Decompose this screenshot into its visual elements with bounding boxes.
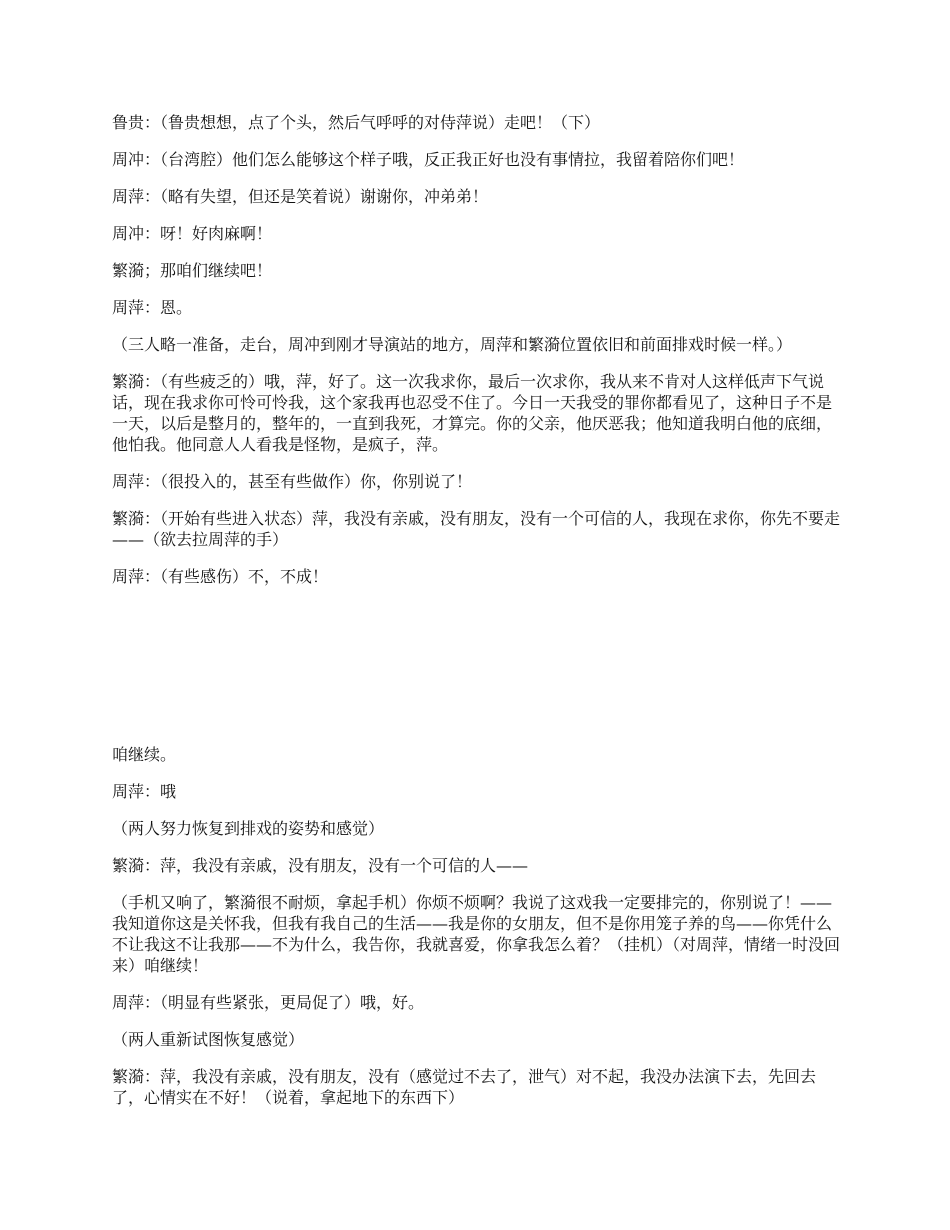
script-line: 繁漪：（有些疲乏的）哦，萍，好了。这一次我求你，最后一次求你，我从来不肯对人这样低声下气说话，现在我求你可怜可怜我，这个家我再也忍受不住了。今日一天我受的罪你都看见了，这种日子不是一天，以后是整月的，整年的，一直到我死，才算完。你的父亲，他厌恶我；他知道我明白他的底细，他怕我。他同意人人看我是怪物，是疯子，萍。 (112, 372, 833, 454)
script-line: 周萍：（略有失望，但还是笑着说）谢谢你，冲弟弟！ (112, 187, 489, 206)
stage-direction: （手机又响了，繁漪很不耐烦，拿起手机）你烦不烦啊？我说了这戏我一定要排完的，你别说了！——我知道你这是关怀我，但我有我自己的生活——我是你的女朋友，但不是你用笼子养的鸟——你凭什么不让我这不让我那——不为什么，我告你，我就喜爱，你拿我怎么着？（挂机）（对周萍，情绪一时没回来）咱继续！ (112, 893, 841, 975)
script-line: 繁漪：（开始有些进入状态）萍，我没有亲戚，没有朋友，没有一个可信的人，我现在求你，你先不要走——（欲去拉周萍的手） (112, 509, 841, 549)
script-line: 周萍：恩。 (112, 298, 193, 317)
stage-direction: （两人努力恢复到排戏的姿势和感觉） (112, 819, 385, 838)
script-line: 繁漪：萍，我没有亲戚，没有朋友，没有一个可信的人—— (112, 856, 529, 875)
script-section-2 (112, 744, 840, 1124)
script-line: 周冲：呀！好肉麻啊！ (112, 224, 273, 243)
stage-direction: （两人重新试图恢复感觉） (112, 1030, 305, 1049)
script-line: 周萍：哦 (112, 782, 177, 801)
script-line: 繁漪；那咱们继续吧！ (112, 261, 273, 280)
script-line: 周萍：（很投入的，甚至有些做作）你，你别说了！ (112, 472, 473, 491)
script-line: 繁漪：萍，我没有亲戚，没有朋友，没有（感觉过不去了，泄气）对不起，我没办法演下去，先回去了，心情实在不好！（说着，拿起地下的东西下） (112, 1067, 817, 1107)
script-line: 鲁贵：（鲁贵想想，点了个头，然后气呼呼的对侍萍说）走吧！（下） (112, 113, 601, 132)
stage-direction: （三人略一准备，走台，周冲到刚才导演站的地方，周萍和繁漪位置依旧和前面排戏时候一样。） (112, 335, 793, 354)
script-line: 周冲：（台湾腔）他们怎么能够这个样子哦，反正我正好也没有事情拉，我留着陪你们吧！ (112, 150, 745, 169)
script-line: 周萍：（有些感伤）不，不成！ (112, 567, 329, 586)
script-line: 咱继续。 (112, 745, 177, 764)
script-section-1 (112, 112, 840, 603)
script-line: 周萍：（明显有些紧张，更局促了）哦，好。 (112, 993, 425, 1012)
